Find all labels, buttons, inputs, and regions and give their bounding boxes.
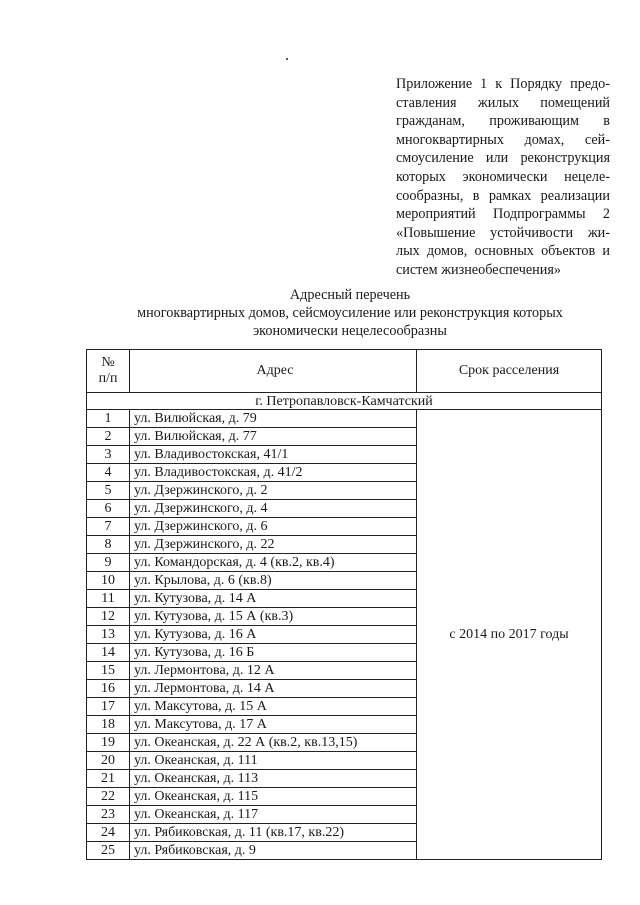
table-row xyxy=(87,410,602,428)
row-address: ул. Рябиковская, д. 11 (кв.17, кв.22) xyxy=(130,824,417,842)
row-number: 16 xyxy=(87,680,130,698)
appendix-note xyxy=(396,75,610,280)
row-address: ул. Вилюйская, д. 79 xyxy=(130,410,417,428)
appendix-line: сообразны, в рамках реализации xyxy=(396,187,610,204)
row-address: ул. Дзержинского, д. 22 xyxy=(130,536,417,554)
row-number: 18 xyxy=(87,716,130,734)
header-number xyxy=(87,350,130,393)
document-title xyxy=(90,286,610,340)
appendix-line: систем жизнеобеспечения» xyxy=(396,261,561,278)
row-number: 3 xyxy=(87,446,130,464)
row-number: 7 xyxy=(87,518,130,536)
row-address: ул. Кутузова, д. 16 А xyxy=(130,626,417,644)
row-address: ул. Владивостокская, 41/1 xyxy=(130,446,417,464)
title-line-3: экономически нецелесообразны xyxy=(253,323,447,339)
row-address: ул. Дзержинского, д. 4 xyxy=(130,500,417,518)
row-number: 11 xyxy=(87,590,130,608)
row-address: ул. Командорская, д. 4 (кв.2, кв.4) xyxy=(130,554,417,572)
row-number: 1 xyxy=(87,410,130,428)
row-address: ул. Рябиковская, д. 9 xyxy=(130,842,417,860)
row-number: 23 xyxy=(87,806,130,824)
header-term: Срок расселения xyxy=(417,350,602,393)
appendix-line: ставления жилых помещений xyxy=(396,94,610,111)
appendix-line: Приложение 1 к Порядку предо- xyxy=(396,76,610,92)
appendix-line: гражданам, проживающим в xyxy=(396,113,610,130)
appendix-line: смоусиление или реконструкция xyxy=(396,150,610,167)
row-number: 19 xyxy=(87,734,130,752)
row-address: ул. Дзержинского, д. 2 xyxy=(130,482,417,500)
header-address: Адрес xyxy=(130,350,417,393)
appendix-line: многоквартирных домах, сей- xyxy=(396,131,610,148)
row-number: 2 xyxy=(87,428,130,446)
row-number: 4 xyxy=(87,464,130,482)
row-address: ул. Океанская, д. 22 А (кв.2, кв.13,15) xyxy=(130,734,417,752)
appendix-line: мероприятий Подпрограммы 2 xyxy=(396,206,610,223)
row-number: 14 xyxy=(87,644,130,662)
row-number: 6 xyxy=(87,500,130,518)
row-number: 15 xyxy=(87,662,130,680)
row-number: 20 xyxy=(87,752,130,770)
header-number-line-2: п/п xyxy=(98,371,118,386)
appendix-line: «Повышение устойчивости жи- xyxy=(396,224,610,241)
row-number: 5 xyxy=(87,482,130,500)
header-number-line-1: № xyxy=(101,355,115,370)
row-address: ул. Кутузова, д. 14 А xyxy=(130,590,417,608)
row-number: 9 xyxy=(87,554,130,572)
city-name: г. Петропавловск-Камчатский xyxy=(87,393,602,410)
row-address: ул. Океанская, д. 117 xyxy=(130,806,417,824)
row-address: ул. Лермонтова, д. 12 А xyxy=(130,662,417,680)
row-number: 10 xyxy=(87,572,130,590)
address-table xyxy=(86,349,602,860)
row-address: ул. Владивостокская, д. 41/2 xyxy=(130,464,417,482)
title-line-2: многоквартирных домов, сейсмоусиление или реконструкция которых xyxy=(137,305,563,321)
title-line-1: Адресный перечень xyxy=(289,287,411,303)
resettlement-term: с 2014 по 2017 годы xyxy=(417,410,602,860)
appendix-line: лых домов, основных объектов и xyxy=(396,243,610,260)
city-row xyxy=(87,393,602,410)
row-address: ул. Крылова, д. 6 (кв.8) xyxy=(130,572,417,590)
row-address: ул. Кутузова, д. 16 Б xyxy=(130,644,417,662)
scan-speck xyxy=(286,58,288,60)
row-address: ул. Океанская, д. 113 xyxy=(130,770,417,788)
row-number: 17 xyxy=(87,698,130,716)
row-address: ул. Максутова, д. 15 А xyxy=(130,698,417,716)
row-address: ул. Океанская, д. 115 xyxy=(130,788,417,806)
row-number: 21 xyxy=(87,770,130,788)
row-address: ул. Океанская, д. 111 xyxy=(130,752,417,770)
row-number: 22 xyxy=(87,788,130,806)
row-number: 13 xyxy=(87,626,130,644)
row-address: ул. Лермонтова, д. 14 А xyxy=(130,680,417,698)
row-address: ул. Дзержинского, д. 6 xyxy=(130,518,417,536)
row-address: ул. Максутова, д. 17 А xyxy=(130,716,417,734)
table-header-row xyxy=(87,350,602,393)
row-number: 25 xyxy=(87,842,130,860)
appendix-line: которых экономически нецеле- xyxy=(396,168,610,185)
row-address: ул. Вилюйская, д. 77 xyxy=(130,428,417,446)
row-number: 8 xyxy=(87,536,130,554)
row-number: 24 xyxy=(87,824,130,842)
row-address: ул. Кутузова, д. 15 А (кв.3) xyxy=(130,608,417,626)
row-number: 12 xyxy=(87,608,130,626)
